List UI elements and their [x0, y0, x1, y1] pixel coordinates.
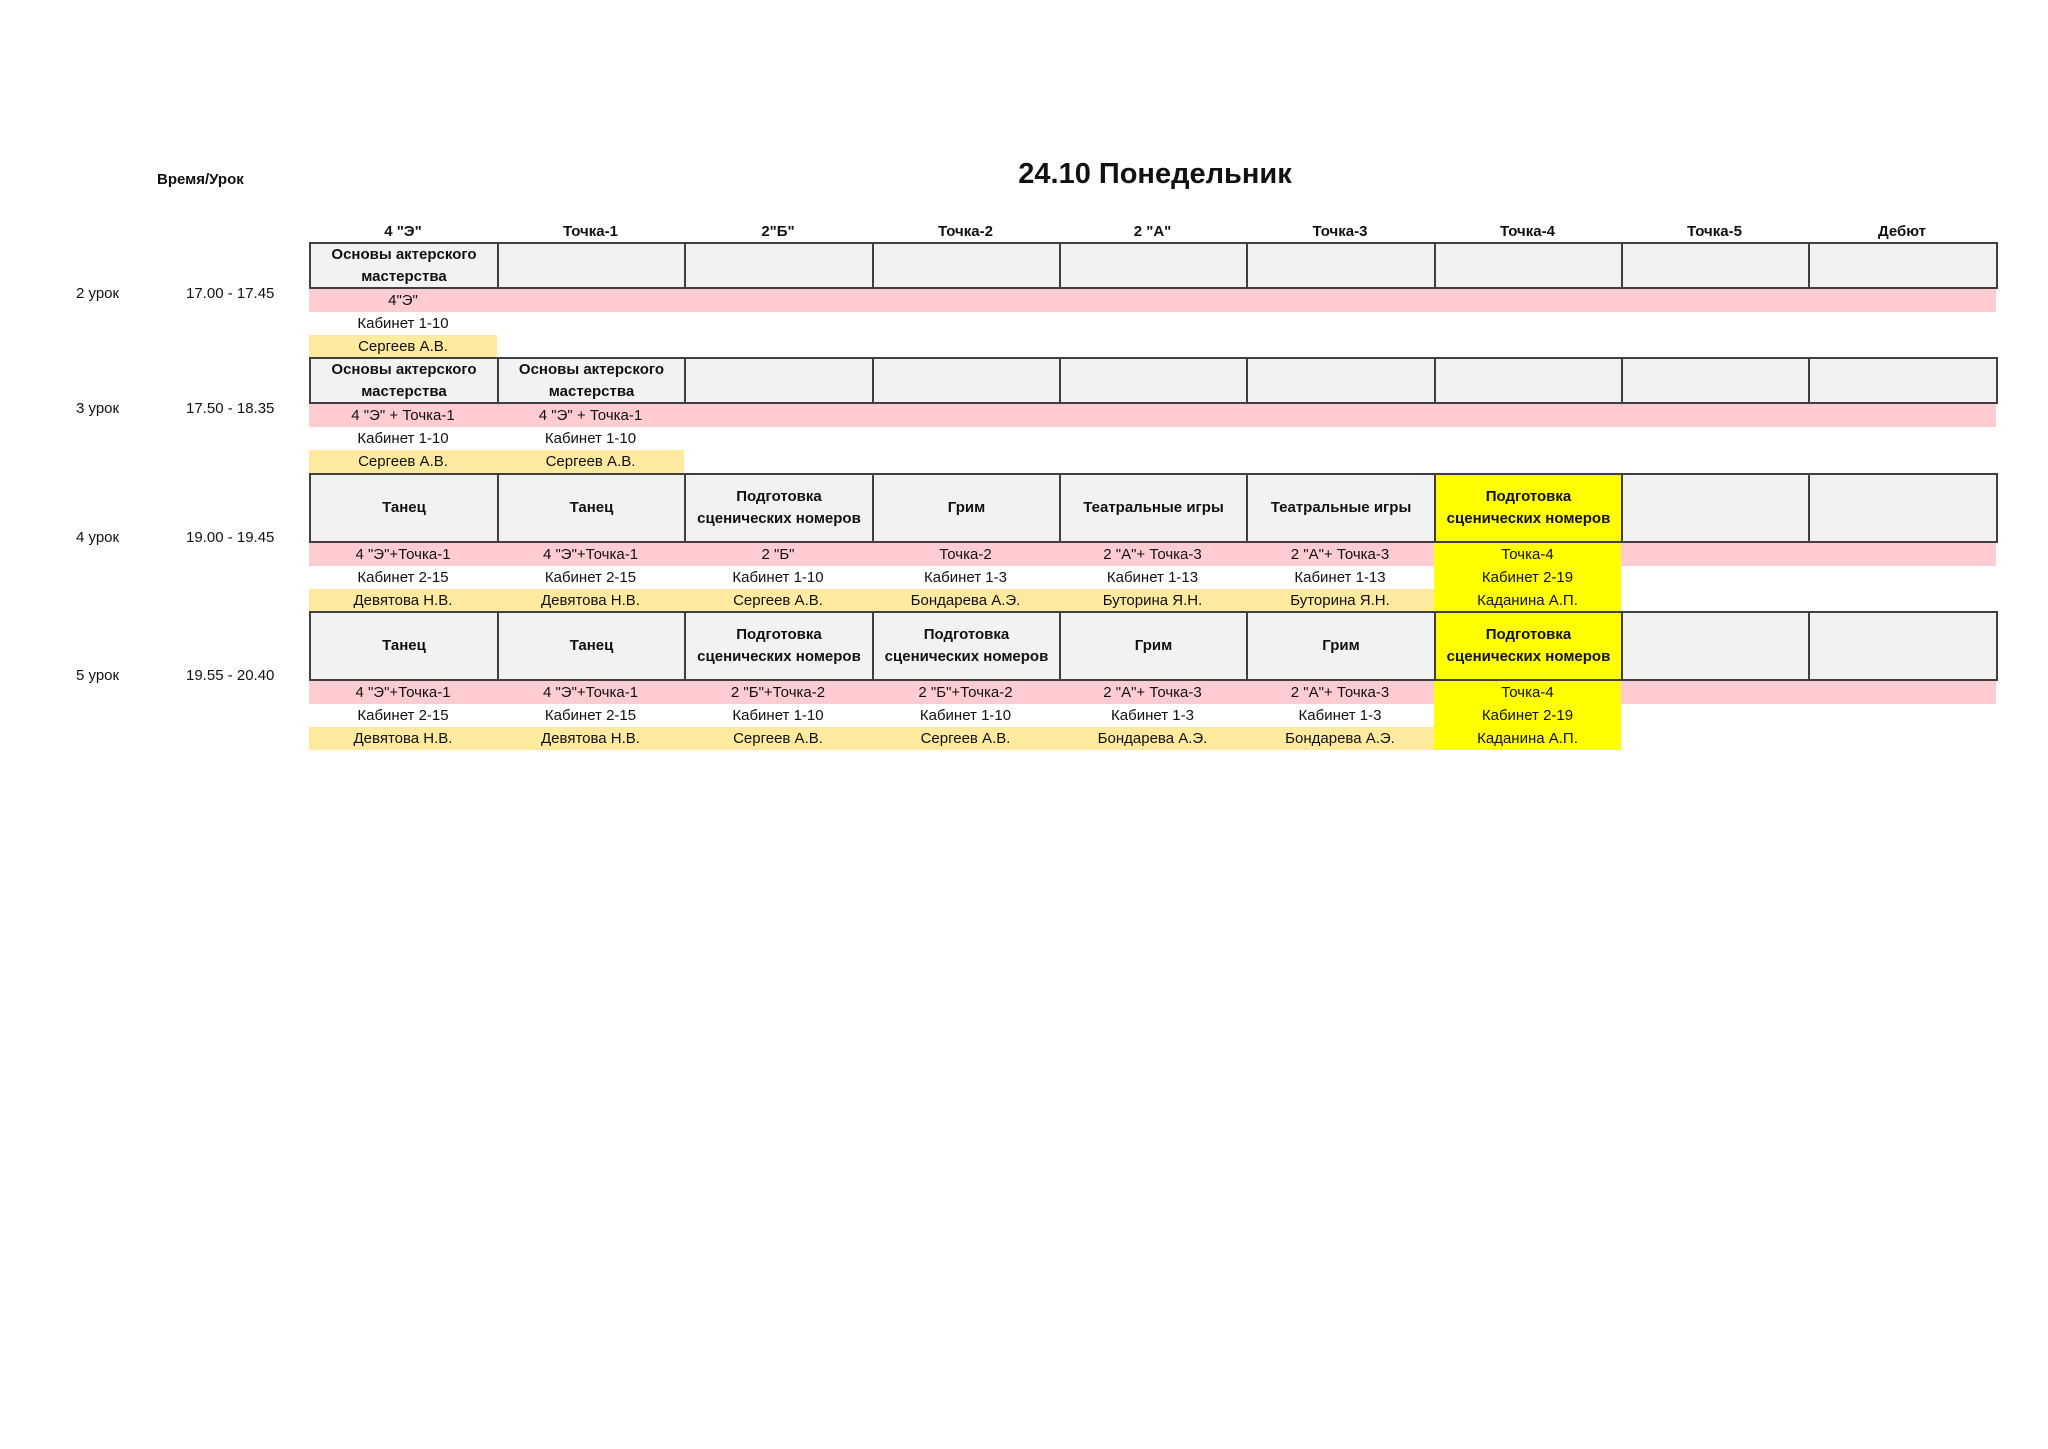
subject-cell: Основы актерского мастерства [309, 357, 499, 404]
room-cell: Кабинет 1-10 [732, 569, 824, 586]
subject-cell [1434, 242, 1623, 289]
subject-cell [1621, 357, 1810, 404]
group-cell: 2 "А"+ Точка-3 [1103, 684, 1202, 701]
subject-cell [1621, 473, 1810, 543]
room-cell: Кабинет 2-19 [1434, 704, 1621, 727]
room-cell: Кабинет 1-3 [924, 569, 1007, 586]
room-cell: Кабинет 2-15 [357, 707, 449, 724]
teacher-cell: Буторина Я.Н. [1059, 589, 1246, 612]
group-cell: Точка-4 [1434, 543, 1621, 566]
subject-cell [1059, 357, 1248, 404]
group-cell: 2 "Б" [761, 546, 795, 563]
group-cell: Точка-4 [1434, 681, 1621, 704]
teacher-cell: Сергеев А.В. [309, 335, 497, 358]
subject-cell: Подготовка сценических номеров [1434, 473, 1623, 543]
group-cell: 4 "Э" + Точка-1 [351, 407, 455, 424]
column-header: Точка-5 [1687, 223, 1742, 240]
group-cell: 4"Э" [388, 292, 418, 309]
teacher-cell: Сергеев А.В. [497, 450, 684, 473]
group-cell: 2 "А"+ Точка-3 [1290, 684, 1390, 701]
lesson-time: 17.00 - 17.45 [186, 285, 275, 302]
subject-cell: Подготовка сценических номеров [872, 611, 1061, 681]
subject-cell [1246, 357, 1436, 404]
lesson-time: 19.00 - 19.45 [186, 529, 275, 546]
column-header: 2 "А" [1133, 223, 1172, 240]
subject-cell: Грим [872, 473, 1061, 543]
room-cell: Кабинет 2-15 [357, 569, 449, 586]
teacher-cell: Сергеев А.В. [684, 727, 872, 750]
group-cell: 2 "А"+ Точка-3 [1103, 546, 1202, 563]
time-lesson-header: Время/Урок [157, 171, 244, 188]
subject-cell: Подготовка сценических номеров [1434, 611, 1623, 681]
subject-cell [1808, 357, 1998, 404]
group-cell: 2 "Б"+Точка-2 [730, 684, 826, 701]
subject-cell: Танец [497, 611, 686, 681]
subject-cell: Основы актерского мастерства [309, 242, 499, 289]
room-cell: Кабинет 2-15 [544, 707, 637, 724]
column-header: Точка-2 [938, 223, 993, 240]
subject-cell [1059, 242, 1248, 289]
teacher-cell: Каданина А.П. [1434, 589, 1621, 612]
room-cell: Кабинет 1-10 [357, 430, 449, 447]
teacher-cell: Сергеев А.В. [872, 727, 1059, 750]
group-cell: 2 "А"+ Точка-3 [1290, 546, 1390, 563]
subject-cell [1808, 611, 1998, 681]
subject-cell: Грим [1246, 611, 1436, 681]
subject-cell: Грим [1059, 611, 1248, 681]
lesson-label: 2 урок [76, 285, 120, 302]
subject-cell [1246, 242, 1436, 289]
room-cell: Кабинет 1-13 [1294, 569, 1386, 586]
group-cell: Точка-2 [939, 546, 992, 563]
subject-cell [872, 242, 1061, 289]
teacher-cell: Девятова Н.В. [309, 589, 497, 612]
column-header: Точка-3 [1312, 223, 1368, 240]
room-cell: Кабинет 2-19 [1434, 566, 1621, 589]
lesson-label: 4 урок [76, 529, 120, 546]
subject-cell [1808, 242, 1998, 289]
room-cell: Кабинет 1-10 [732, 707, 824, 724]
subject-cell [497, 242, 686, 289]
teacher-cell: Бондарева А.Э. [1246, 727, 1434, 750]
subject-cell: Танец [309, 473, 499, 543]
teacher-cell: Каданина А.П. [1434, 727, 1621, 750]
group-cell: 4 "Э"+Точка-1 [355, 684, 451, 701]
group-cell: 4 "Э" + Точка-1 [538, 407, 643, 424]
teacher-cell: Сергеев А.В. [684, 589, 872, 612]
room-cell: Кабинет 1-10 [357, 315, 449, 332]
subject-cell: Танец [497, 473, 686, 543]
teacher-cell: Девятова Н.В. [497, 727, 684, 750]
subject-cell [1808, 473, 1998, 543]
teacher-cell: Бондарева А.Э. [872, 589, 1059, 612]
subject-cell [684, 242, 874, 289]
lesson-time: 19.55 - 20.40 [186, 667, 275, 684]
subject-cell: Театральные игры [1246, 473, 1436, 543]
subject-cell [872, 357, 1061, 404]
teacher-cell: Сергеев А.В. [309, 450, 497, 473]
subject-cell: Основы актерского мастерства [497, 357, 686, 404]
group-cell: 4 "Э"+Точка-1 [542, 684, 639, 701]
room-cell: Кабинет 1-10 [919, 707, 1012, 724]
subject-cell: Подготовка сценических номеров [684, 473, 874, 543]
subject-cell: Танец [309, 611, 499, 681]
room-cell: Кабинет 2-15 [544, 569, 637, 586]
teacher-cell: Буторина Я.Н. [1246, 589, 1434, 612]
lesson-label: 5 урок [76, 667, 120, 684]
lesson-label: 3 урок [76, 400, 120, 417]
room-cell: Кабинет 1-13 [1106, 569, 1199, 586]
column-header: Точка-4 [1500, 223, 1555, 240]
column-header: Дебют [1877, 223, 1927, 240]
room-cell: Кабинет 1-3 [1298, 707, 1382, 724]
group-cell: 2 "Б"+Точка-2 [918, 684, 1013, 701]
subject-cell [1621, 611, 1810, 681]
subject-cell [1434, 357, 1623, 404]
teacher-cell: Девятова Н.В. [309, 727, 497, 750]
page-title: 24.10 Понедельник [1018, 158, 1292, 190]
room-cell: Кабинет 1-3 [1111, 707, 1194, 724]
lesson-time: 17.50 - 18.35 [186, 400, 275, 417]
teacher-cell: Бондарева А.Э. [1059, 727, 1246, 750]
subject-cell: Подготовка сценических номеров [684, 611, 874, 681]
subject-cell: Театральные игры [1059, 473, 1248, 543]
subject-cell [1621, 242, 1810, 289]
group-cell: 4 "Э"+Точка-1 [355, 546, 451, 563]
teacher-cell: Девятова Н.В. [497, 589, 684, 612]
subject-cell [684, 357, 874, 404]
room-cell: Кабинет 1-10 [544, 430, 637, 447]
column-header: 4 "Э" [384, 223, 422, 240]
group-cell: 4 "Э"+Точка-1 [542, 546, 639, 563]
column-header: 2"Б" [761, 223, 795, 240]
column-header: Точка-1 [563, 223, 618, 240]
group-row-band [309, 289, 1996, 312]
